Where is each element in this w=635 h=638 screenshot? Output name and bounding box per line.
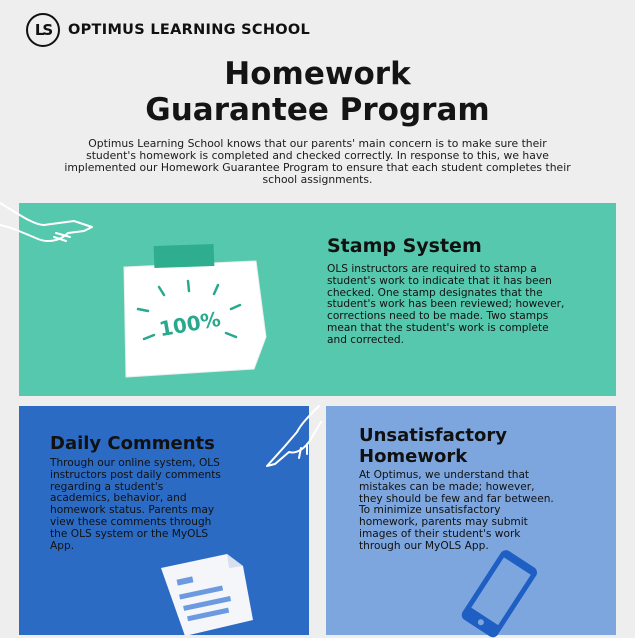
smartphone-icon (450, 552, 550, 634)
stamp-badge-text: 100% (157, 306, 223, 342)
pointing-hand-icon (0, 197, 110, 257)
stamp-system-heading: Stamp System (327, 235, 482, 257)
school-name: OPTIMUS LEARNING SCHOOL (68, 22, 311, 38)
stamp-system-text: OLS instructors are required to stamp a student's work to indicate that it has been checked. One stamp designates that the student's work has been reviewed; however, corrections need to be made. Two stamps mean that the student's work is complete and corrected. (327, 263, 565, 346)
daily-comments-heading: Daily Comments (50, 433, 215, 454)
stamped-paper-icon (104, 241, 294, 391)
daily-comments-panel (19, 406, 309, 635)
header (26, 12, 310, 48)
page-title-line-2: Guarantee Program (145, 92, 490, 128)
unsatisfactory-homework-text: At Optimus, we understand that mistakes can be made; however, they should be few and far between. To minimize unsatisfactory homework, parents may submit images of their student's work through our MyOLS App. (359, 469, 554, 552)
school-logo: LS (26, 13, 60, 47)
pointing-finger-icon (241, 402, 321, 478)
stamp-system-panel (19, 203, 616, 396)
intro-paragraph: Optimus Learning School knows that our parents' main concern is to make sure their student's homework is completed and checked correctly. In response to this, we have implemented our Homework Guarantee Program to ensure that each student completes their school assignments. (64, 137, 571, 186)
unsatisfactory-homework-heading: Unsatisfactory Homework (359, 425, 508, 467)
page-title (0, 56, 635, 128)
document-icon (157, 546, 262, 638)
page-title-line-1: Homework (224, 56, 411, 92)
daily-comments-text: Through our online system, OLS instructors post daily comments regarding a student's academics, behavior, and homework status. Parents may view these comments through the OLS system or the MyOLS App. (50, 457, 221, 552)
unsatisfactory-homework-panel (326, 406, 616, 635)
